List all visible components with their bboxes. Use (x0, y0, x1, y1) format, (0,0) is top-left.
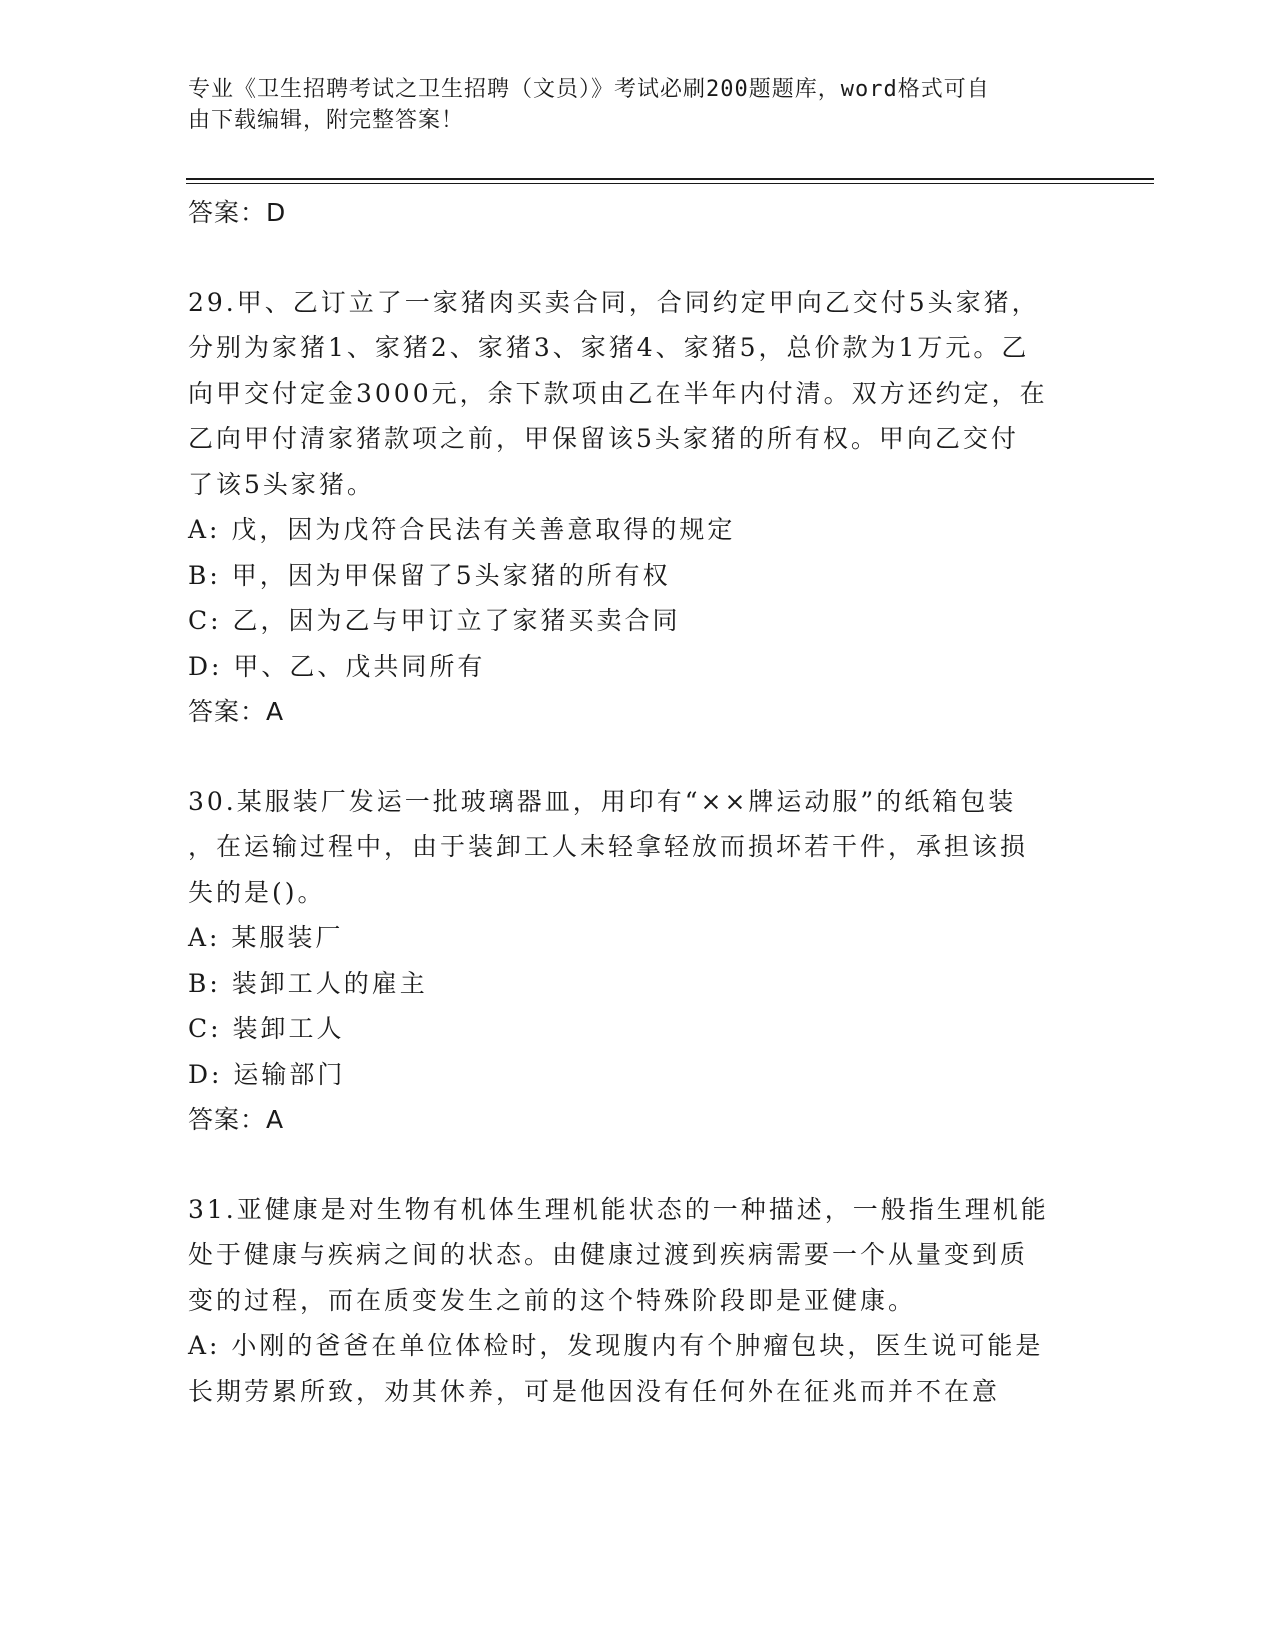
spacer (188, 236, 1088, 280)
question-30-line-2: ，在运输过程中，由于装卸工人未轻拿轻放而损坏若干件，承担该损 (188, 832, 1029, 861)
spacer (188, 1143, 1088, 1187)
header-line-1: 专业《卫生招聘考试之卫生招聘（文员）》考试必刷200题题库，word格式可自 (188, 77, 990, 102)
question-31-option-a-line-2: 长期劳累所致，劝其休养，可是他因没有任何外在征兆而并不在意 (188, 1376, 1001, 1406)
question-30-line-3: 失的是()。 (188, 877, 326, 907)
header-divider-thick (186, 178, 1154, 180)
question-31-line-2: 处于健康与疾病之间的状态。由健康过渡到疾病需要一个从量变到质 (188, 1240, 1029, 1269)
document-header (188, 74, 1068, 136)
question-29-option-d: D: 甲、乙、戊共同所有 (188, 651, 486, 681)
question-31-option-a-line-1: A: 小刚的爸爸在单位体检时，发现腹内有个肿瘤包块，医生说可能是 (188, 1331, 1044, 1360)
question-29-line-5: 了该5头家猪。 (188, 469, 375, 499)
question-29-line-3: 向甲交付定金3000元，余下款项由乙在半年内付清。双方还约定，在 (188, 378, 1048, 408)
question-30-option-b: B: 装卸工人的雇主 (188, 968, 428, 998)
header-line-2: 由下载编辑，附完整答案！ (188, 108, 465, 133)
question-29-answer: 答案：A (188, 697, 285, 726)
question-30-line-1: 30.某服装厂发运一批玻璃器皿，用印有“××牌运动服”的纸箱包装 (188, 786, 1017, 816)
question-29-line-4: 乙向甲付清家猪款项之前，甲保留该5头家猪的所有权。甲向乙交付 (188, 424, 1019, 453)
question-29-option-c: C: 乙，因为乙与甲订立了家猪买卖合同 (188, 606, 681, 635)
question-30-option-d: D: 运输部门 (188, 1059, 346, 1089)
question-31-line-1: 31.亚健康是对生物有机体生理机能状态的一种描述，一般指生理机能 (188, 1194, 1049, 1224)
question-30-option-a: A: 某服装厂 (188, 923, 344, 952)
question-29-line-2: 分别为家猪1、家猪2、家猪3、家猪4、家猪5，总价款为1万元。乙 (188, 333, 1030, 362)
question-30 (188, 779, 1088, 1143)
question-29-line-1: 29.甲、乙订立了一家猪肉买卖合同，合同约定甲向乙交付5头家猪， (188, 287, 1040, 317)
question-30-answer: 答案：A (188, 1105, 285, 1134)
question-31 (188, 1187, 1088, 1415)
question-29-option-a: A: 戊，因为戊符合民法有关善意取得的规定 (188, 515, 736, 544)
document-body (188, 190, 1088, 1414)
header-divider-thin (186, 183, 1154, 184)
question-31-line-3: 变的过程，而在质变发生之前的这个特殊阶段即是亚健康。 (188, 1285, 917, 1315)
previous-answer: 答案：D (188, 198, 287, 227)
question-29-option-b: B: 甲，因为甲保留了5头家猪的所有权 (188, 560, 671, 590)
question-29 (188, 280, 1088, 735)
question-30-option-c: C: 装卸工人 (188, 1014, 345, 1043)
spacer (188, 735, 1088, 779)
